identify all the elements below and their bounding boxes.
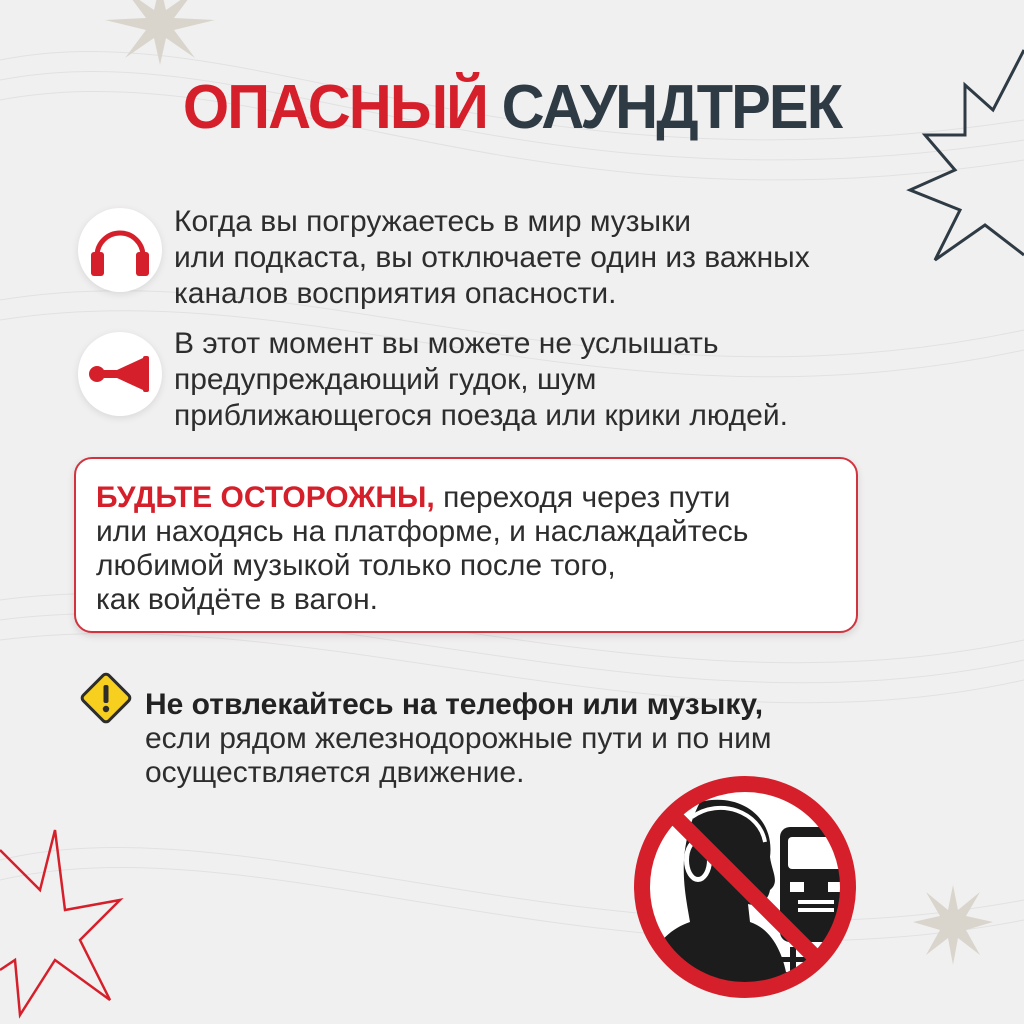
text-line: приближающегося поезда или крики людей. <box>174 399 788 432</box>
caution-line-4: как войдёте в вагон. <box>96 583 379 616</box>
warning-line-2: если рядом железнодорожные пути и по ним <box>145 722 772 755</box>
starburst-bottom-right <box>908 880 998 970</box>
caution-box <box>74 457 858 633</box>
text-line: Когда вы погружаетесь в мир музыки <box>174 205 692 238</box>
starburst-outline-left-bottom <box>0 820 125 1020</box>
caution-text <box>96 481 846 617</box>
text-line: каналов восприятия опасности. <box>174 277 617 310</box>
headphones-icon-circle <box>78 208 162 292</box>
paragraph-horn <box>174 326 788 434</box>
horn-icon <box>87 354 153 394</box>
page-title <box>20 72 1003 143</box>
starburst-top-left <box>100 0 220 70</box>
text-line: или подкаста, вы отключаете один из важных <box>174 241 810 274</box>
caution-line-1-rest: переходя через пути <box>434 481 731 514</box>
headphones-icon <box>89 222 151 278</box>
warning-line-3: осуществляется движение. <box>145 756 525 789</box>
text-line: В этот момент вы можете не услышать <box>174 327 719 360</box>
warning-sign-icon <box>75 667 137 729</box>
title-part-dark: САУНДТРЕК <box>501 73 842 142</box>
caution-emphasis: БУДЬТЕ ОСТОРОЖНЫ, <box>96 481 435 514</box>
no-headphones-near-train-sign-icon <box>630 772 860 1002</box>
title-part-red: ОПАСНЫЙ <box>182 73 488 142</box>
warning-bold-line: Не отвлекайтесь на телефон или музыку, <box>145 688 764 721</box>
caution-line-2: или находясь на платформе, и наслаждайтесь <box>96 515 749 548</box>
horn-icon-circle <box>78 332 162 416</box>
caution-line-1 <box>96 481 846 515</box>
caution-line-3: любимой музыкой только после того, <box>96 549 616 582</box>
paragraph-headphones <box>174 204 810 312</box>
text-line: предупреждающий гудок, шум <box>174 363 597 396</box>
